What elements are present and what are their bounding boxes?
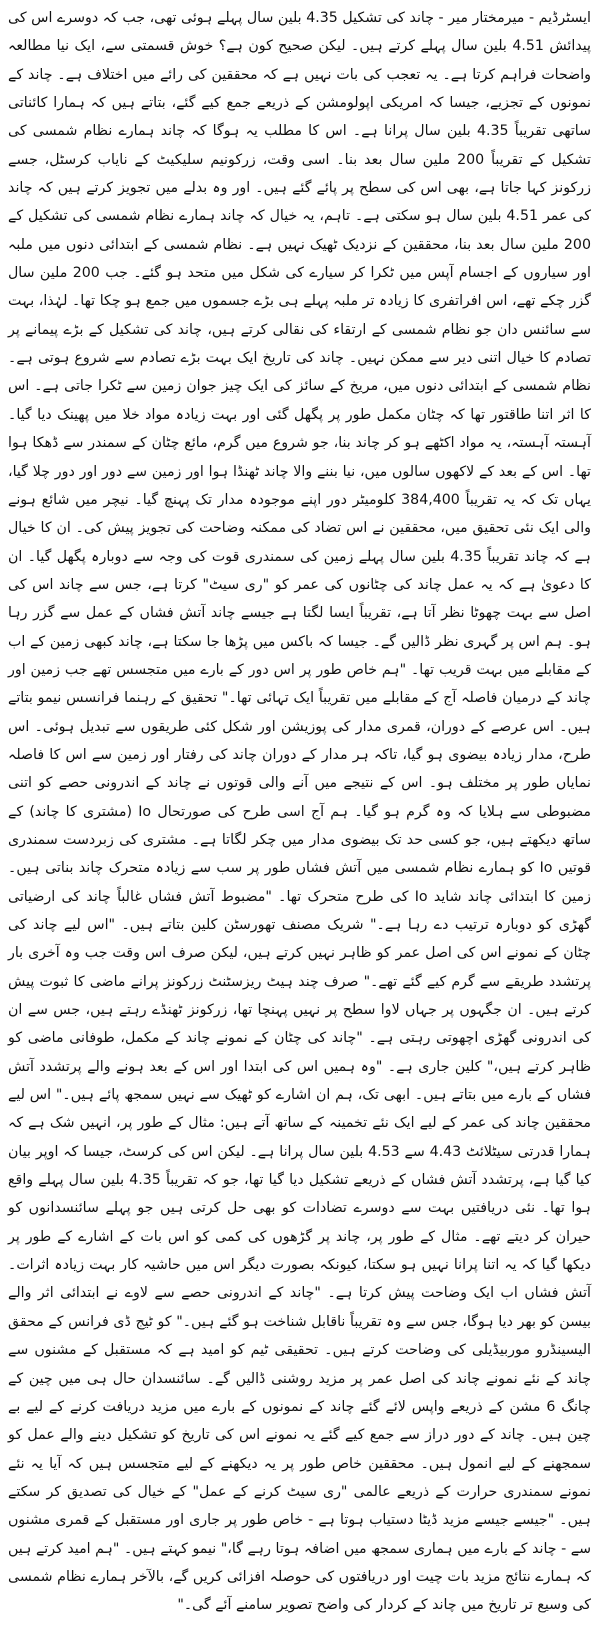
article-body-text: ایسٹرڈیم - میرمختار میر - چاند کی تشکیل 4.35 بلین سال پہلے ہوئی تھی، جب کہ دوسرے اس کی پیدائش 4.51 بلین سال پہلے کرتے ہیں۔ لیکن صحیح کون ہے؟ خوش قسمتی سے، ایک نیا مطالعہ واضحات فراہم کرتا ہے۔ یہ تعجب کی بات نہیں ہے کہ محققین کی رائے میں اختلاف ہے۔ چاند کے نمونوں کے تجزیے، جیسا کہ امریکی اپولومشن کے ذریعے جمع کیے گئے، بتاتے ہیں کہ ہمارا کائناتی ساتھی تقریباً 4.35 بلین سال پرانا ہے۔ اس کا مطلب یہ ہوگا کہ چاند ہمارے نظام شمسی کی تشکیل کے تقریباً 200 ملین سال بعد بنا۔ اسی وقت، زرکونیم سلیکیٹ کے نایاب کرسٹل، جسے زرکونز کہا جاتا ہے، بھی اس کی سطح پر پائے گئے ہیں۔ اور وہ بدلے میں تجویز کرتے ہیں کہ چاند کی عمر 4.51 بلین سال ہو سکتی ہے۔ تاہم، یہ خیال کہ چاند ہمارے نظام شمسی کی تشکیل کے 200 ملین سال بعد بنا، محققین کے نزدیک ٹھیک نہیں ہے۔ نظام شمسی کے ابتدائی دنوں میں ملبہ اور سیاروں کے اجسام آپس میں ٹکرا کر سیارے کی شکل میں متحد ہو گئے۔ جب 200 ملین سال گزر چکے تھے، اس افراتفری کا زیادہ تر ملبہ پہلے ہی بڑے جسموں میں جمع ہو چکا تھا۔ لہٰذا، بہت سے سائنس دان جو نظام شمسی کے ارتقاء کی نقالی کرتے ہیں، چاند کی تشکیل کے بڑے پیمانے پر تصادم کا خیال اتنی دیر سے ممکن نہیں۔ چاند کی تاریخ ایک بہت بڑے تصادم سے شروع ہوتی ہے۔ نظام شمسی کے ابتدائی دنوں میں، مریخ کے سائز کی ایک چیز جوان زمین سے ٹکرا جاتی ہے۔ اس کا اثر اتنا طاقتور تھا کہ چٹان مکمل طور پر پگھل گئی اور بہت زیادہ مواد خلا میں پھینک دیا گیا۔ آہستہ آہستہ، یہ مواد اکٹھے ہو کر چاند بنا، جو شروع میں گرم، مائع چٹان کے سمندر سے ڈھکا ہوا تھا۔ اس کے بعد کے لاکھوں سالوں میں، نیا بننے والا چاند ٹھنڈا ہوا اور زمین سے دور اور دور چلا گیا، یہاں تک کہ یہ تقریباً 384,400 کلومیٹر دور اپنے موجودہ مدار تک پہنچ گیا۔ نیچر میں شائع ہونے والی ایک نئی تحقیق میں، محققین نے اس تضاد کی ممکنہ وضاحت کی تجویز پیش کی۔ ان کا خیال ہے کہ چاند تقریباً 4.35 بلین سال پہلے زمین کی سمندری قوت کی وجہ سے دوبارہ پگھل گیا۔ ان کا دعویٰ ہے کہ یہ عمل چاند کی چٹانوں کی عمر کو "ری سیٹ" کرتا ہے، جس سے چاند اس کی اصل سے بہت چھوٹا نظر آتا ہے، تقریباً ایسا لگتا ہے جیسے چاند آتش فشاں کے عمل سے گزر رہا ہو۔ ہم اس پر گہری نظر ڈالیں گے۔ جیسا کہ باکس میں پڑھا جا سکتا ہے، چاند کبھی زمین کے اب کے مقابلے میں بہت قریب تھا۔ "ہم خاص طور پر اس دور کے بارے میں متجسس تھے جب زمین اور چاند کے درمیان فاصلہ آج کے مقابلے میں تقریباً ایک تہائی تھا۔" تحقیق کے رہنما فرانسس نیمو بتاتے ہیں۔ اس عرصے کے دوران، قمری مدار کی پوزیشن اور شکل کئی طریقوں سے تبدیل ہوئی۔ اس طرح، مدار زیادہ بیضوی ہو گیا، تاکہ ہر مدار کے دوران چاند کی رفتار اور زمین سے اس کا فاصلہ نمایاں طور پر مختلف ہو۔ اس کے نتیجے میں آنے والی قوتوں نے چاند کے اندرونی حصے کو اتنی مضبوطی سے ہلایا کہ وہ گرم ہو گیا۔ ہم آج اسی طرح کی صورتحال Io (مشتری کا چاند) کے ساتھ دیکھتے ہیں، جو کسی حد تک بیضوی مدار میں چکر لگاتا ہے۔ مشتری کی زبردست سمندری قوتیں Io کو ہمارے نظام شمسی میں آتش فشاں طور پر سب سے زیادہ متحرک چاند بناتی ہیں۔ زمین کا ابتدائی چاند شاید Io کی طرح متحرک تھا۔ "مضبوط آتش فشاں غالباً چاند کی ارضیاتی گھڑی کو دوبارہ ترتیب دے رہا ہے۔" شریک مصنف تھورسٹن کلین بتاتے ہیں۔ "اس لیے چاند کی چٹان کے نمونے اس کی اصل عمر کو ظاہر نہیں کرتے ہیں، لیکن صرف اس وقت جب وہ آخری بار پرتشدد طریقے سے گرم کیے گئے تھے۔" صرف چند ہیٹ ریزسٹنٹ زرکونز پرانے ماضی کا ثبوت پیش کرتے ہیں۔ ان جگہوں پر جہاں لاوا سطح پر نہیں پہنچا تھا، زرکونز ٹھنڈے رہتے ہیں، جس سے ان کی اندرونی گھڑی اچھوتی رہتی ہے۔ "چاند کی چٹان کے نمونے چاند کے مکمل، طوفانی ماضی کو ظاہر کرتے ہیں،" کلین جاری ہے۔ "وہ ہمیں اس کی ابتدا اور اس کے بعد ہونے والے پرتشدد آتش فشاں کے بارے میں بتاتے ہیں۔ ابھی تک، ہم ان اشارے کو ٹھیک سے نہیں سمجھ پائے ہیں۔" اس لیے محققین چاند کی عمر کے لیے ایک نئے تخمینہ کے ساتھ آتے ہیں: مثال کے طور پر، انہیں شک ہے کہ ہمارا قدرتی سیٹلائٹ 4.43 سے 4.53 بلین سال پرانا ہے۔ لیکن اس کی کرسٹ، جیسا کہ اوپر بیان کیا گیا ہے، پرتشدد آتش فشاں کے ذریعے تشکیل دیا گیا تھا، جو کہ تقریباً 4.35 بلین سال پہلے واقع ہوا تھا۔ نئی دریافتیں بہت سے دوسرے تضادات کو بھی حل کرتی ہیں جو پہلے سائنسدانوں کو حیران کر دیتے تھے۔ مثال کے طور پر، چاند پر گڑھوں کی کمی کو اس بات کے اشارے کے طور پر دیکھا گیا کہ یہ اتنا پرانا نہیں ہو سکتا، کیونکہ بصورت دیگر اس میں حاشیہ کار بہت زیادہ اثرات۔ آتش فشاں اب ایک وضاحت پیش کرتا ہے۔ "چاند کے اندرونی حصے سے لاوے نے ابتدائی اثر والے بیسن کو بھر دیا ہوگا، جس سے وہ تقریباً ناقابل شناخت ہو گئے ہیں۔" کو ٹیج ڈی فرانس کے محقق الیسینڈرو موربیڈیلی کی وضاحت کرتے ہیں۔ تحقیقی ٹیم کو امید ہے کہ مستقبل کے مشنوں سے چاند کے نئے نمونے چاند کی اصل عمر پر مزید روشنی ڈالیں گے۔ سائنسدان حال ہی میں چین کے چانگ 6 مشن کے ذریعے واپس لائے گئے چاند کے نمونوں کے بارے میں مزید دریافت کرنے کے لیے بے چین ہیں۔ چاند کے دور دراز سے جمع کیے گئے یہ نمونے اس کی تاریخ کو تشکیل دینے والے عمل کو سمجھنے کے لیے انمول ہیں۔ محققین خاص طور پر یہ دیکھنے کے لیے متجسس ہیں کہ آیا یہ نئے نمونے سمندری حرارت کے ذریعے عالمی "ری سیٹ کرنے کے عمل" کے خیال کی تصدیق کر سکتے ہیں۔ "جیسے جیسے مزید ڈیٹا دستیاب ہوتا ہے - خاص طور پر جاری اور مستقبل کے قمری مشنوں سے - چاند کے بارے میں ہماری سمجھ میں اضافہ ہوتا رہے گا،" نیمو کہتے ہیں۔ "ہم امید کرتے ہیں کہ ہمارے نتائج مزید بات چیت اور دریافتوں کی حوصلہ افزائی کریں گے، بالآخر ہمارے نظام شمسی کی وسیع تر تاریخ میں چاند کے کردار کی واضح تصویر سامنے آئے گی۔" [8,10,592,1614]
